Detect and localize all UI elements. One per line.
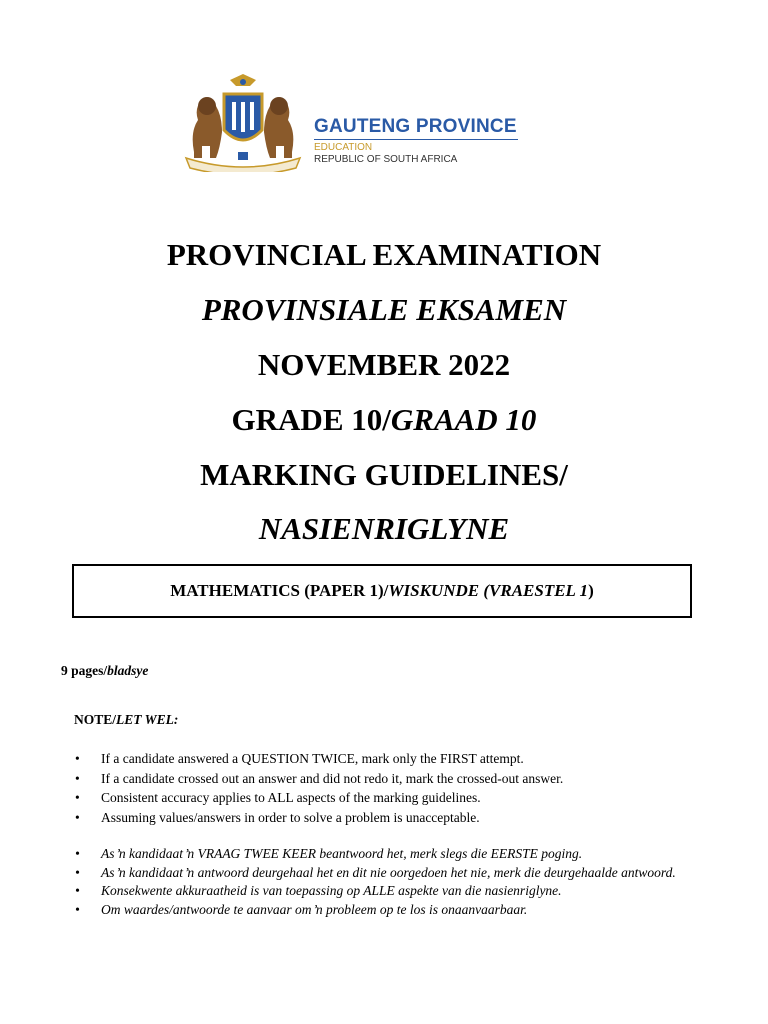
notes-list-english <box>74 749 704 827</box>
page-count-english: 9 pages/ <box>61 663 108 678</box>
title-provincial-examination: PROVINCIAL EXAMINATION <box>166 237 602 272</box>
list-item: • As ŉ kandidaat ŉ VRAAG TWEE KEER beantwoord het, merk slegs die EERSTE poging. <box>74 845 704 864</box>
title-nasienriglyne: NASIENRIGLYNE <box>258 511 510 546</box>
logo-divider <box>314 139 518 140</box>
list-item: • Konsekwente akkuraatheid is van toepassing op ALLE aspekte van die nasienriglyne. <box>74 882 704 901</box>
notes-list-afrikaans <box>74 845 704 919</box>
title-provinsiale-eksamen: PROVINSIALE EKSAMEN <box>201 292 567 327</box>
title-marking-guidelines: MARKING GUIDELINES/ <box>200 457 568 492</box>
subject-close-paren: ) <box>588 581 594 600</box>
logo-org-name: GAUTENG PROVINCE <box>314 116 517 137</box>
grade-english: GRADE 10/ <box>231 402 391 437</box>
list-item: • Consistent accuracy applies to ALL aspects of the marking guidelines. <box>74 788 704 808</box>
subject-english: MATHEMATICS (PAPER 1)/ <box>170 581 389 600</box>
grade-afrikaans: GRAAD 10 <box>390 402 537 437</box>
page-count-afrikaans: bladsye <box>107 663 149 678</box>
coat-of-arms-icon <box>180 72 306 172</box>
list-item: • Om waardes/antwoorde te aanvaar om ŉ probleem op te los is onaanvaarbaar. <box>74 901 704 920</box>
note-heading <box>74 712 178 728</box>
logo-department: EDUCATION <box>314 142 373 153</box>
note-afrikaans: LET WEL: <box>116 712 179 727</box>
title-exam-date: NOVEMBER 2022 <box>257 347 511 382</box>
note-english: NOTE/ <box>74 712 117 727</box>
logo-wordmark <box>314 116 518 166</box>
subject-afrikaans: WISKUNDE (VRAESTEL 1 <box>388 581 589 600</box>
logo-country: REPUBLIC OF SOUTH AFRICA <box>314 154 458 165</box>
list-item: • If a candidate crossed out an answer and did not redo it, mark the crossed-out answer. <box>74 769 704 789</box>
list-item: • As ŉ kandidaat ŉ antwoord deurgehaal het en dit nie oorgedoen het nie, merk die deurgehaalde antwoord. <box>74 864 704 883</box>
list-item: • Assuming values/answers in order to solve a problem is unacceptable. <box>74 808 704 828</box>
title-grade <box>0 402 768 438</box>
list-item: • If a candidate answered a QUESTION TWICE, mark only the FIRST attempt. <box>74 749 704 769</box>
page-count <box>61 663 148 679</box>
subject-box <box>72 564 692 618</box>
gauteng-logo <box>168 72 548 176</box>
